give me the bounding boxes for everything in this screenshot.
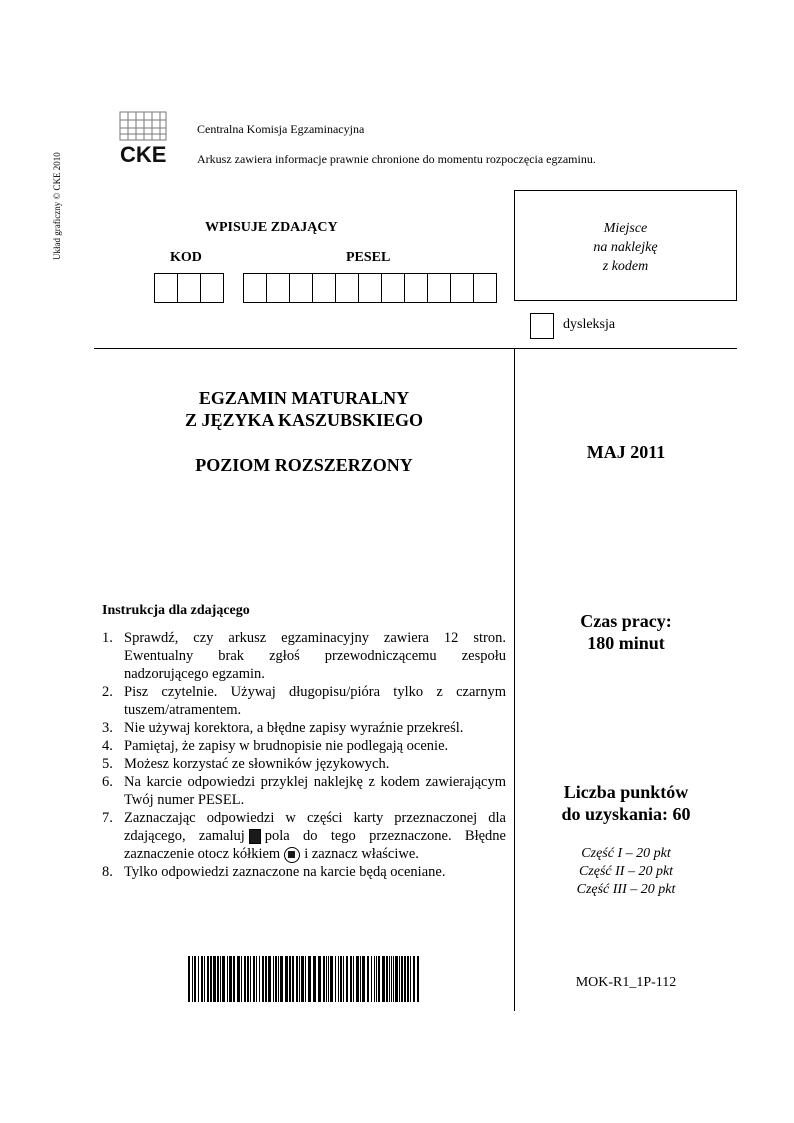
barcode-bar — [244, 956, 246, 1002]
barcode-bar — [237, 956, 240, 1002]
points-breakdown — [515, 845, 737, 899]
pesel-box[interactable] — [243, 273, 267, 303]
instruction-item: 5. Możesz korzystać ze słowników językowych. — [102, 756, 390, 772]
barcode-bar — [371, 956, 372, 1002]
part-points: Część II – 20 pkt — [578, 864, 674, 879]
institution-name: Centralna Komisja Egzaminacyjna — [197, 122, 365, 136]
pesel-box[interactable] — [266, 273, 290, 303]
sticker-line: na naklejkę — [593, 240, 658, 255]
dyslexia-label: dysleksja — [563, 317, 616, 332]
barcode-bar — [335, 956, 336, 1002]
barcode-bar — [374, 956, 375, 1002]
barcode-bar — [338, 956, 339, 1002]
kod-box[interactable] — [200, 273, 224, 303]
barcode-bar — [198, 956, 199, 1002]
barcode-bar — [340, 956, 342, 1002]
cke-logo — [116, 110, 172, 168]
instruction-item: 4. Pamiętaj, że zapisy w brudnopisie nie podlegają ocenie. — [102, 738, 449, 754]
barcode-bar — [378, 956, 380, 1002]
barcode-bar — [296, 956, 298, 1002]
barcode-bar — [417, 956, 419, 1002]
filled-square-icon — [249, 829, 261, 844]
instruction-item: 2. Pisz czytelnie. Używaj długopisu/pióra tylko z czarnym tuszem/atramentem. — [102, 684, 506, 718]
pesel-box[interactable] — [473, 273, 497, 303]
barcode-bar — [188, 956, 190, 1002]
barcode-bar — [308, 956, 311, 1002]
pesel-label: PESEL — [346, 250, 391, 265]
barcode-bar — [292, 956, 294, 1002]
barcode-bar — [253, 956, 255, 1002]
barcode-bar — [227, 956, 228, 1002]
sticker-area — [514, 190, 737, 301]
instruction-item: 8. Tylko odpowiedzi zaznaczone na karcie będą oceniane. — [102, 864, 446, 880]
barcode-bar — [273, 956, 274, 1002]
pesel-boxes[interactable] — [244, 273, 497, 303]
barcode-bar — [404, 956, 406, 1002]
barcode-bar — [393, 956, 394, 1002]
sticker-line: Miejsce — [603, 221, 648, 236]
confidentiality-notice: Arkusz zawiera informacje prawnie chronione do momentu rozpoczęcia egzaminu. — [197, 152, 596, 166]
barcode-bar — [220, 956, 221, 1002]
graphic-layout-copyright: Układ graficzny © CKE 2010 — [52, 152, 63, 260]
dyslexia-checkbox[interactable] — [530, 313, 554, 339]
barcode-bar — [395, 956, 398, 1002]
pesel-box[interactable] — [289, 273, 313, 303]
barcode-bar — [399, 956, 400, 1002]
barcode-bar — [376, 956, 377, 1002]
pesel-box[interactable] — [381, 273, 405, 303]
pesel-box[interactable] — [404, 273, 428, 303]
instruction-item: 1. Sprawdź, czy arkusz egzaminacyjny zawiera 12 stron. Ewentualny brak zgłoś przewodniczącemu zespołu nadzorującego egzamin. — [102, 630, 506, 682]
horizontal-divider — [94, 348, 737, 349]
barcode-bar — [278, 956, 279, 1002]
barcode-bar — [265, 956, 267, 1002]
exam-title: EGZAMIN MATURALNY — [198, 388, 410, 408]
pesel-box[interactable] — [312, 273, 336, 303]
barcode-bar — [201, 956, 203, 1002]
barcode-bar — [401, 956, 403, 1002]
barcode-bar — [301, 956, 304, 1002]
barcode-bar — [204, 956, 205, 1002]
barcode-bar — [305, 956, 306, 1002]
barcode-bar — [247, 956, 249, 1002]
barcode-bar — [323, 956, 325, 1002]
pesel-box[interactable] — [358, 273, 382, 303]
barcode-bar — [250, 956, 251, 1002]
instruction-item: 3. Nie używaj korektora, a błędne zapisy wyraźnie przekreśl. — [102, 720, 464, 736]
barcode-bar — [386, 956, 388, 1002]
kod-box[interactable] — [154, 273, 178, 303]
barcode-bar — [356, 956, 359, 1002]
barcode-bar — [410, 956, 411, 1002]
barcode-bar — [313, 956, 316, 1002]
pesel-box[interactable] — [450, 273, 474, 303]
exam-level: POZIOM ROZSZERZONY — [195, 455, 413, 475]
points-total: Liczba punktów do uzyskania: 60 — [561, 782, 691, 824]
barcode-bar — [299, 956, 300, 1002]
barcode-bar — [382, 956, 385, 1002]
barcode-bar — [194, 956, 196, 1002]
kod-label: KOD — [170, 250, 202, 265]
barcode-bar — [275, 956, 277, 1002]
barcode-bar — [367, 956, 369, 1002]
barcode-bar — [280, 956, 283, 1002]
barcode-bar — [289, 956, 291, 1002]
barcode-bar — [256, 956, 257, 1002]
barcode-bar — [407, 956, 409, 1002]
barcode-bar — [346, 956, 348, 1002]
circled-square-icon — [284, 847, 300, 863]
part-points: Część I – 20 pkt — [581, 846, 671, 861]
barcode-bar — [262, 956, 264, 1002]
instruction-item: 7. Zaznaczając odpowiedzi w części karty przeznaczonej dla zdającego, zamaluj pola do tego przeznaczone. Błędne zaznaczenie otocz kółkiem i zaznacz właściwe. — [102, 810, 506, 862]
part-points: Część III – 20 pkt — [576, 882, 676, 897]
instruction-item: 6. Na karcie odpowiedzi przyklej naklejkę z kodem zawierającym Twój numer PESEL. — [102, 774, 506, 808]
sticker-line: z kodem — [602, 259, 649, 274]
barcode-bar — [259, 956, 260, 1002]
barcode-bar — [222, 956, 225, 1002]
barcode-bar — [362, 956, 365, 1002]
barcode-bar — [328, 956, 329, 1002]
barcode-bar — [350, 956, 352, 1002]
barcode-bar — [213, 956, 216, 1002]
barcode-bar — [285, 956, 288, 1002]
barcode-bar — [413, 956, 415, 1002]
barcode-bar — [268, 956, 271, 1002]
barcode-bar — [343, 956, 344, 1002]
exam-code: MOK-R1_1P-112 — [575, 975, 677, 990]
kod-box[interactable] — [177, 273, 201, 303]
kod-boxes[interactable] — [155, 273, 224, 303]
barcode-bar — [318, 956, 321, 1002]
barcode-bar — [330, 956, 333, 1002]
instructions-list — [102, 629, 506, 881]
barcode — [188, 956, 420, 1002]
barcode-bar — [229, 956, 232, 1002]
candidate-section-heading: WPISUJE ZDAJĄCY — [205, 220, 338, 235]
barcode-bar — [233, 956, 235, 1002]
working-time: Czas pracy: 180 minut — [580, 611, 672, 653]
barcode-bar — [353, 956, 354, 1002]
barcode-bar — [192, 956, 193, 1002]
barcode-bar — [360, 956, 361, 1002]
barcode-bar — [391, 956, 392, 1002]
barcode-bar — [389, 956, 390, 1002]
logo-text: CKE — [120, 142, 167, 167]
barcode-bar — [210, 956, 212, 1002]
pesel-box[interactable] — [427, 273, 451, 303]
barcode-bar — [217, 956, 219, 1002]
exam-subject: Z JĘZYKA KASZUBSKIEGO — [184, 410, 424, 430]
barcode-bar — [207, 956, 209, 1002]
barcode-bar — [241, 956, 242, 1002]
exam-date: MAJ 2011 — [586, 442, 666, 462]
pesel-box[interactable] — [335, 273, 359, 303]
barcode-bar — [326, 956, 327, 1002]
instructions-title: Instrukcja dla zdającego — [102, 603, 250, 618]
